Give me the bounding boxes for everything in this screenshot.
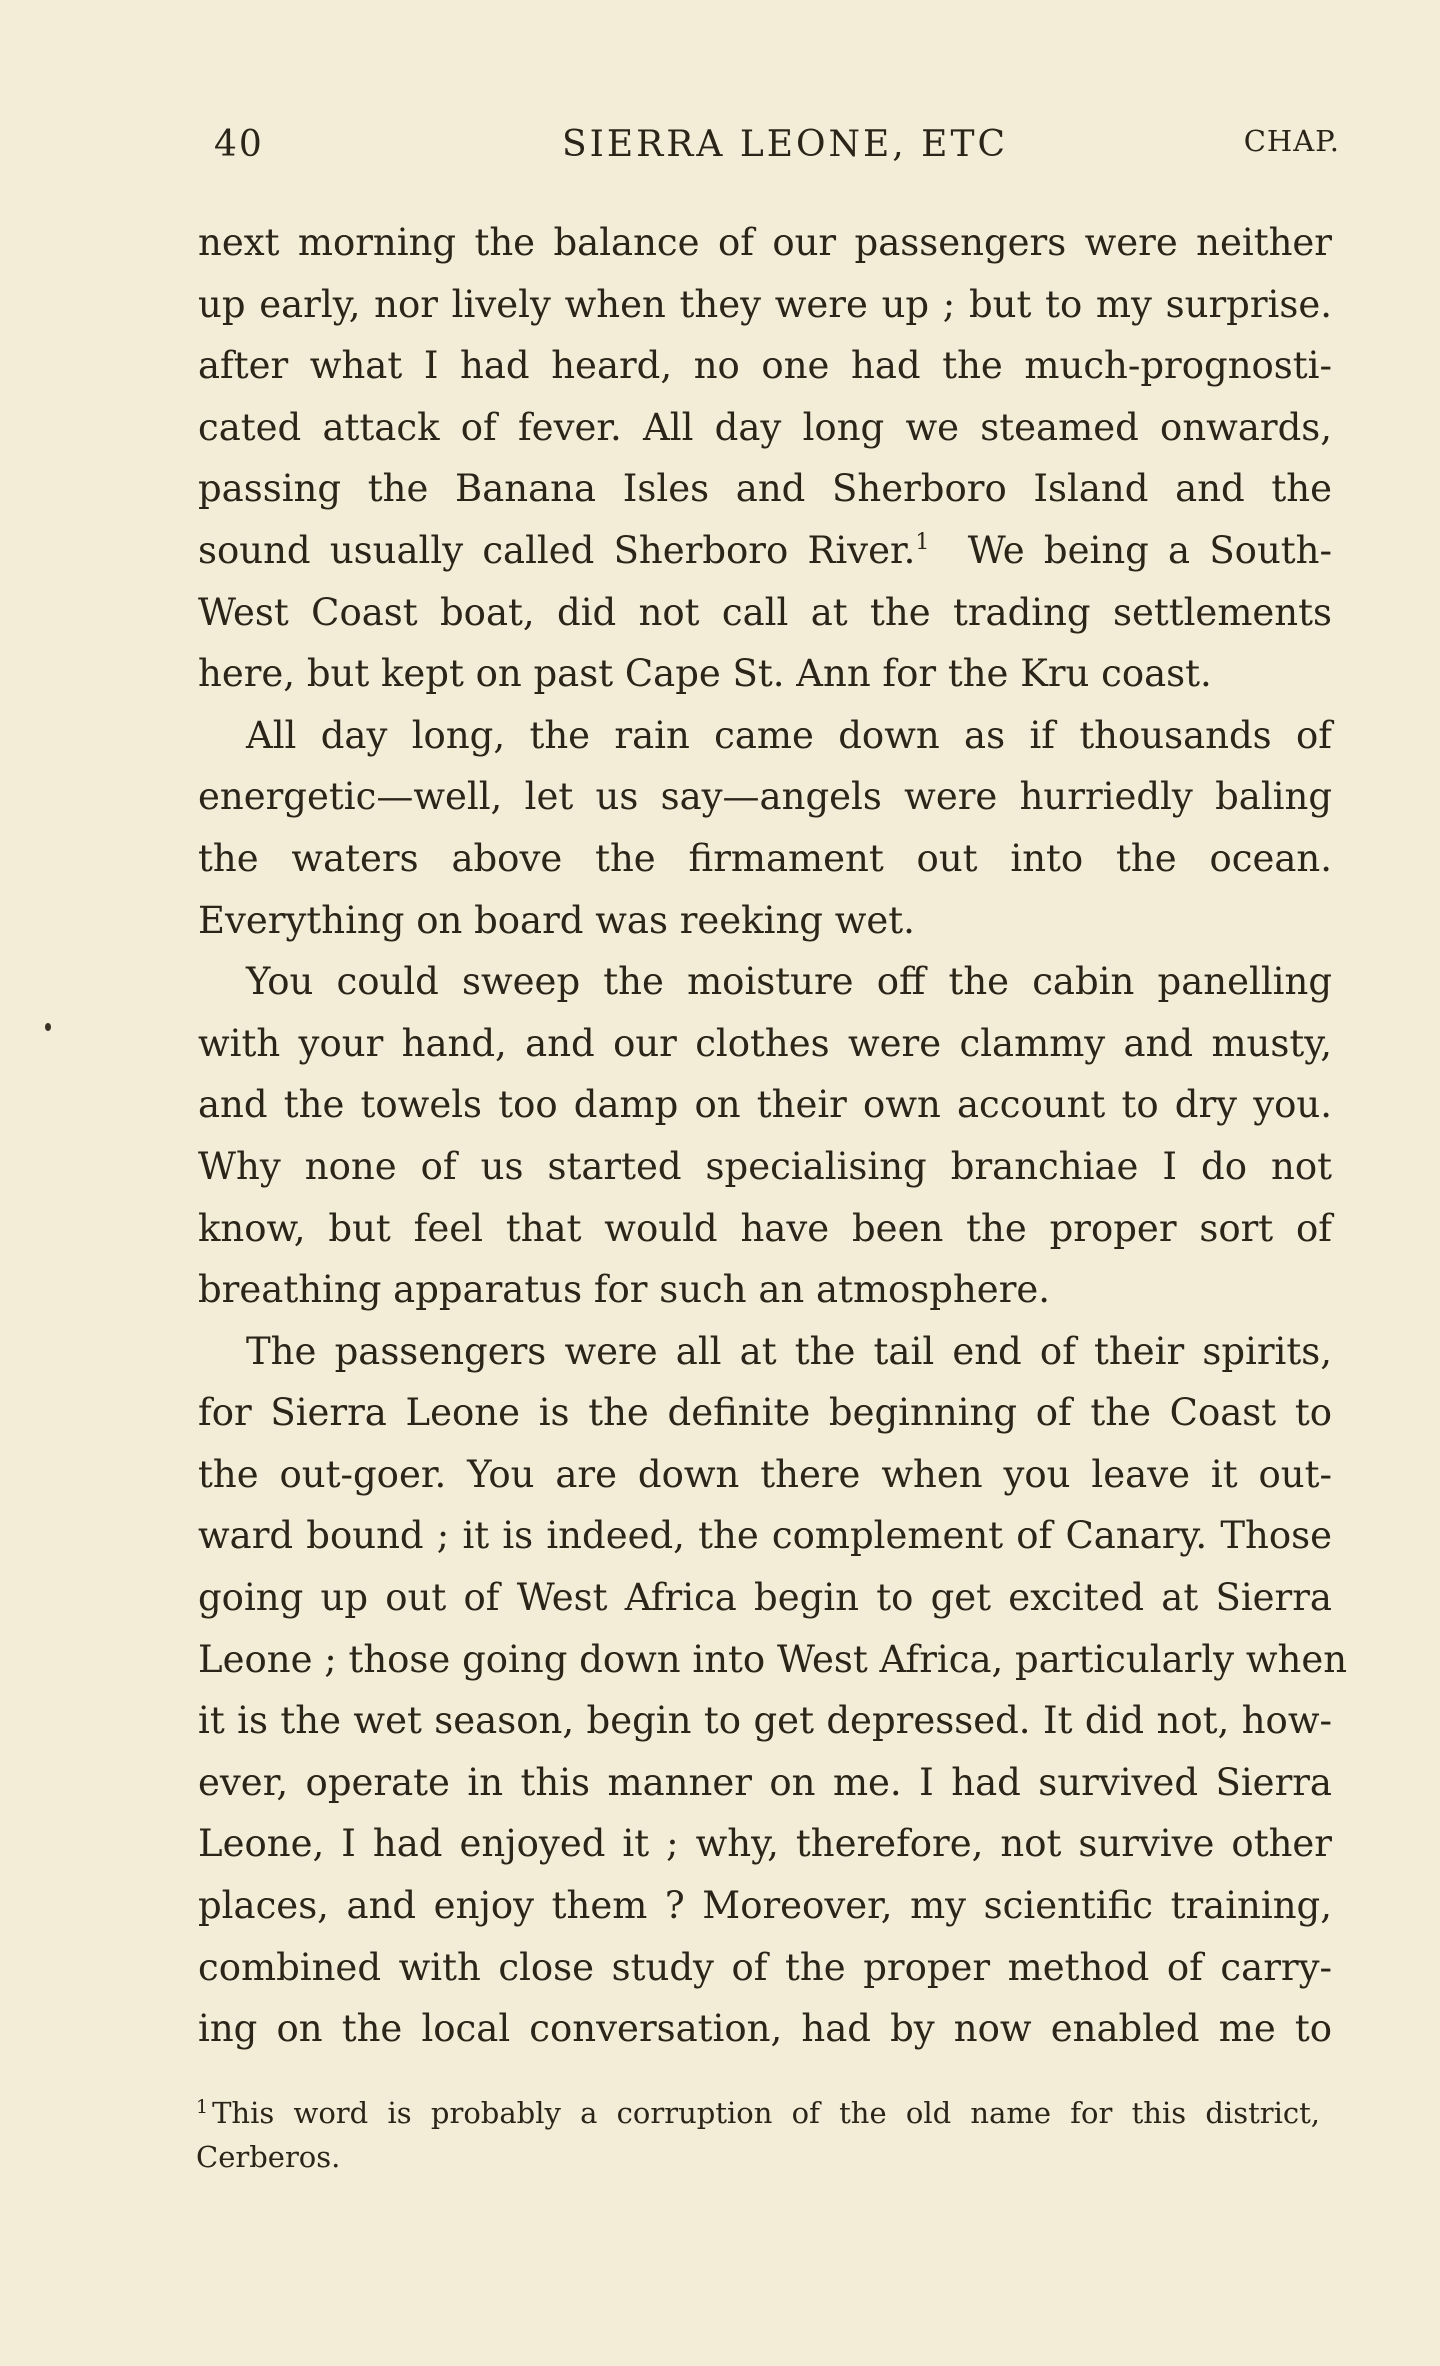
text-line: Leone, I had enjoyed it ; why, therefore, not survive other	[198, 1822, 1332, 1866]
text-line: ing on the local conversation, had by now enabled me to	[198, 2007, 1332, 2051]
footnote-marker: 1	[915, 529, 930, 555]
text-line: Why none of us started specialising branchiae I do not	[198, 1144, 1332, 1188]
text-line: here, but kept on past Cape St. Ann for the Kru coast.	[198, 652, 1212, 696]
ink-speck	[45, 1023, 51, 1031]
text-line: combined with close study of the proper method of carry-	[198, 1945, 1332, 1989]
footnote-line	[196, 2082, 1320, 2132]
paragraph-start-line: All day long, the rain came down as if thousands of	[246, 713, 1332, 757]
text-line: know, but feel that would have been the proper sort of	[198, 1206, 1332, 1250]
footnote-line: Cerberos.	[196, 2140, 341, 2174]
footnote-text: This word is probably a corruption of the old name for this district,	[212, 2096, 1320, 2130]
text-line: going up out of West Africa begin to get excited at Sierra	[198, 1576, 1332, 1620]
chapter-label: CHAP.	[1243, 124, 1340, 158]
text-line: after what I had heard, no one had the much-prognosti-	[198, 344, 1332, 388]
text-line: the waters above the firmament out into the ocean.	[198, 836, 1332, 880]
text-line: it is the wet season, begin to get depressed. It did not, how-	[198, 1699, 1332, 1743]
text-line: West Coast boat, did not call at the trading settlements	[198, 590, 1332, 634]
text-line: the out-goer. You are down there when you leave it out-	[198, 1452, 1332, 1496]
text-line: breathing apparatus for such an atmosphere.	[198, 1268, 1051, 1312]
page-number: 40	[214, 124, 264, 165]
paragraph-start-line: The passengers were all at the tail end of their spirits,	[246, 1329, 1332, 1373]
running-title: SIERRA LEONE, ETC	[562, 124, 1009, 165]
text-line: Leone ; those going down into West Africa, particularly when	[198, 1637, 1348, 1681]
footnote-area	[196, 2082, 1320, 2182]
text-line: and the towels too damp on their own account to dry you.	[198, 1083, 1332, 1127]
text-segment: We being a South-	[929, 528, 1332, 572]
text-line: ever, operate in this manner on me. I had survived Sierra	[198, 1760, 1332, 1804]
text-line: cated attack of fever. All day long we steamed onwards,	[198, 405, 1332, 449]
text-line: passing the Banana Isles and Sherboro Island and the	[198, 467, 1332, 511]
text-line: with your hand, and our clothes were clammy and musty,	[198, 1021, 1332, 1065]
text-line: ward bound ; it is indeed, the complement of Canary. Those	[198, 1514, 1332, 1558]
text-line: next morning the balance of our passengers were neither	[198, 221, 1332, 264]
text-line: places, and enjoy them ? Moreover, my scientific training,	[198, 1884, 1332, 1928]
paragraph-start-line: You could sweep the moisture off the cabin panelling	[246, 960, 1332, 1004]
text-segment: sound usually called Sherboro River.	[198, 528, 916, 572]
running-header	[200, 124, 1340, 178]
text-line: for Sierra Leone is the definite beginning of the Coast to	[198, 1391, 1332, 1435]
footnote-number: 1	[196, 2096, 209, 2118]
text-line-with-footnote	[198, 520, 1332, 582]
text-line: up early, nor lively when they were up ; but to my surprise.	[198, 282, 1332, 326]
text-line: energetic—well, let us say—angels were hurriedly baling	[198, 775, 1332, 819]
text-line: Everything on board was reeking wet.	[198, 898, 915, 942]
body-text	[198, 212, 1348, 2060]
